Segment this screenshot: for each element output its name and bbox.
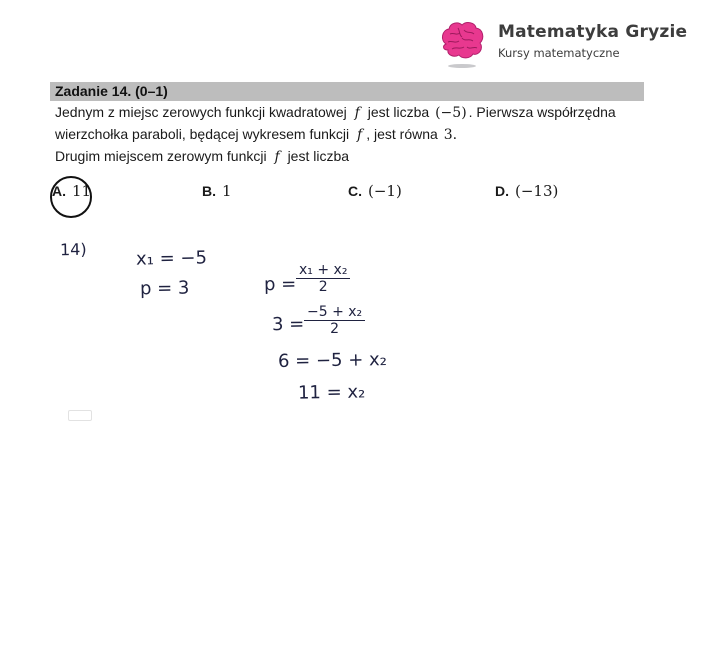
answer-options <box>40 176 640 216</box>
answer-c[interactable] <box>348 182 402 200</box>
math-number: (−5) <box>435 105 467 121</box>
answer-letter: B. <box>202 183 216 199</box>
hw-task-label: 14) <box>59 239 87 260</box>
hw-eq4: 11 = x₂ <box>297 381 366 404</box>
answer-value: (−1) <box>368 182 402 200</box>
hw-given-p: p = 3 <box>139 277 190 300</box>
brand-logo <box>438 18 698 70</box>
text: jest liczba <box>367 104 430 120</box>
math-f: f <box>357 127 363 143</box>
hw-eq1-lhs: p = <box>263 273 297 296</box>
hw-eq1-fraction <box>296 262 350 295</box>
text: . Pierwsza współrzędna <box>468 104 616 120</box>
hw-eq3: 6 = −5 + x₂ <box>277 349 388 372</box>
text: Drugim miejscem zerowym funkcji <box>55 148 267 164</box>
hw-given-x1: x₁ = −5 <box>135 247 208 270</box>
faint-scan-artifact <box>68 410 92 421</box>
hw-eq2-fraction <box>304 304 365 337</box>
task-block <box>50 82 644 168</box>
brain-icon <box>438 18 486 66</box>
answer-letter: D. <box>495 183 509 199</box>
math-f: f <box>354 105 360 121</box>
task-line-2 <box>55 124 644 146</box>
answer-d[interactable] <box>495 182 558 200</box>
math-f: f <box>274 149 280 165</box>
task-line-3 <box>55 146 644 168</box>
denominator: 2 <box>318 279 328 295</box>
text: jest liczba <box>287 148 350 164</box>
task-line-1 <box>55 102 644 124</box>
answer-value: 11 <box>72 182 92 200</box>
text: Jednym z miejsc zerowych funkcji kwadratowej <box>55 104 347 120</box>
denominator: 2 <box>330 321 340 337</box>
answer-value: 1 <box>222 182 232 200</box>
answer-a[interactable] <box>52 182 91 200</box>
numerator: −5 + x₂ <box>304 304 365 321</box>
answer-letter: C. <box>348 183 362 199</box>
task-header: Zadanie 14. (0–1) <box>50 82 644 101</box>
brand-subtitle: Kursy matematyczne <box>498 46 620 60</box>
hw-eq2-lhs: 3 = <box>271 313 305 336</box>
numerator: x₁ + x₂ <box>296 262 350 279</box>
text: , jest równa <box>366 126 438 142</box>
answer-letter: A. <box>52 183 66 199</box>
handwritten-solution <box>40 228 560 428</box>
answer-value: (−13) <box>515 182 559 200</box>
math-number: 3. <box>443 127 458 143</box>
brand-name: Matematyka Gryzie <box>498 22 688 42</box>
selected-circle-mark <box>50 176 92 218</box>
logo-shadow <box>448 64 476 68</box>
text: wierzchołka paraboli, będącej wykresem funkcji <box>55 126 350 142</box>
task-body <box>50 102 644 168</box>
answer-b[interactable] <box>202 182 232 200</box>
